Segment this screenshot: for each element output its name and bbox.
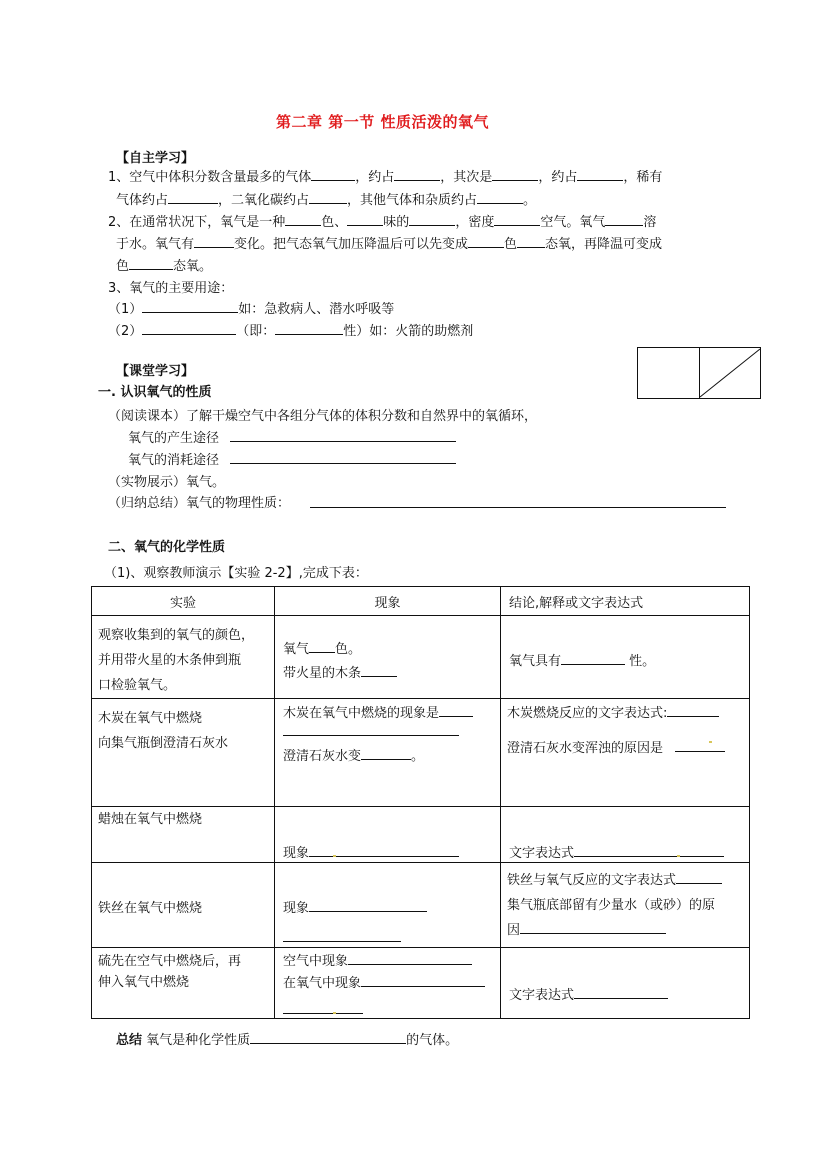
cell-text: 在氧气中现象 <box>283 972 485 991</box>
cell-phenomenon <box>275 616 501 699</box>
question-1-line-1: 1、空气中体积分数含量最多的气体 ，约占 ，其次是 ，约占 ，稀有 <box>108 166 662 185</box>
cell-text: 集气瓶底部留有少量水（或砂）的原 <box>507 898 716 913</box>
oxygen-production-label: 氧气的产生途径 <box>128 431 220 446</box>
summary-line <box>116 1029 458 1048</box>
cell-text: 澄清石灰水变浑浊的原因是 <box>507 737 725 756</box>
table-instruction: （1)、观察教师演示【实验 2-2】,完成下表： <box>104 566 368 581</box>
summary-tail: 的气体。 <box>406 1033 459 1048</box>
cell-text: 空气中现象 <box>283 950 472 969</box>
cell-conclusion <box>501 699 750 807</box>
cell-text: 木炭在氧气中燃烧的现象是 <box>283 702 473 721</box>
cell-phenomenon <box>275 807 501 863</box>
score-box-diagonal <box>700 348 760 398</box>
cell-experiment <box>92 616 275 699</box>
header-phenomenon: 现象 <box>275 587 501 616</box>
cell-text: 铁丝在氧气中燃烧 <box>98 901 203 916</box>
answer-blank[interactable] <box>676 870 722 884</box>
answer-blank[interactable] <box>250 1030 406 1044</box>
scan-mark <box>333 855 336 857</box>
cell-text: 伸入氧气中燃烧 <box>98 975 190 990</box>
cell-conclusion <box>501 863 750 948</box>
question-3-item-1: （1） 如：急救病人、潜水呼吸等 <box>108 298 394 317</box>
scan-mark <box>709 741 712 743</box>
question-1-line-2: 气体约占 ，二氧化碳约占 ，其他气体和杂质约占 。 <box>116 189 536 208</box>
answer-blank[interactable] <box>168 190 218 204</box>
answer-blank[interactable] <box>520 920 666 934</box>
answer-blank[interactable] <box>142 299 238 313</box>
cell-conclusion <box>501 948 750 1019</box>
answer-blank[interactable] <box>361 746 411 760</box>
table-row <box>92 863 750 948</box>
scan-mark <box>677 855 680 857</box>
cell-text: 木炭燃烧反应的文字表达式: <box>507 702 719 721</box>
score-box <box>637 347 761 399</box>
answer-blank[interactable] <box>577 167 623 181</box>
answer-blank[interactable] <box>477 190 523 204</box>
cell-phenomenon <box>275 699 501 807</box>
physical-property-label: （归纳总结）氧气的物理性质： <box>108 496 291 511</box>
answer-blank[interactable] <box>667 703 719 717</box>
answer-blank[interactable] <box>309 898 427 912</box>
question-3-title: 3、氧气的主要用途： <box>108 281 234 296</box>
cell-text: 硫先在空气中燃烧后，再 <box>98 954 242 969</box>
question-2-line-3: 色 态氧。 <box>116 255 212 274</box>
answer-blank[interactable] <box>309 639 335 653</box>
answer-blank[interactable] <box>561 651 625 665</box>
table-row <box>92 699 750 807</box>
answer-blank[interactable] <box>605 212 643 226</box>
cell-text: 现象 <box>283 897 427 916</box>
page-title: 第二章 第一节 性质活泼的氧气 <box>276 113 489 131</box>
answer-line[interactable] <box>230 441 456 442</box>
answer-blank[interactable] <box>492 167 538 181</box>
answer-blank[interactable] <box>574 985 668 999</box>
cell-text: 口检验氧气。 <box>98 678 177 693</box>
cell-conclusion <box>501 616 750 699</box>
answer-line[interactable] <box>230 463 456 464</box>
answer-blank[interactable] <box>347 212 383 226</box>
cell-text: 木炭在氧气中燃烧 <box>98 711 203 726</box>
answer-blank[interactable] <box>517 234 545 248</box>
answer-blank[interactable] <box>348 951 472 965</box>
header-experiment: 实验 <box>92 587 275 616</box>
answer-blank[interactable] <box>439 703 473 717</box>
answer-blank[interactable] <box>309 843 459 857</box>
demonstration-text: （实物展示）氧气。 <box>108 475 226 490</box>
cell-text: 因 <box>507 919 666 938</box>
cell-experiment <box>92 948 275 1019</box>
question-2-line-2: 于水。氧气有 变化。把气态氧气加压降温后可以先变成 色 态氧，再降温可变成 <box>116 233 662 252</box>
answer-line[interactable] <box>283 941 401 942</box>
cell-text: 澄清石灰水变 。 <box>283 745 424 764</box>
cell-text: 观察收集到的氧气的颜色， <box>98 628 255 643</box>
answer-blank[interactable] <box>194 234 234 248</box>
table-header-row <box>92 587 750 616</box>
answer-blank[interactable] <box>494 212 540 226</box>
answer-blank[interactable] <box>361 663 397 677</box>
answer-blank[interactable] <box>574 843 724 857</box>
cell-text: 并用带火星的木条伸到瓶 <box>98 653 242 668</box>
answer-blank[interactable] <box>275 321 343 335</box>
answer-blank[interactable] <box>361 973 485 987</box>
reading-instruction: （阅读课本）了解干燥空气中各组分气体的体积分数和自然界中的氧循环， <box>108 409 538 424</box>
cell-text: 氧气具有 性。 <box>509 650 655 669</box>
answer-blank[interactable] <box>285 212 321 226</box>
header-conclusion: 结论,解释或文字表达式 <box>501 587 750 616</box>
table-row <box>92 948 750 1019</box>
answer-blank[interactable] <box>142 321 236 335</box>
answer-blank[interactable] <box>394 167 440 181</box>
cell-text: 铁丝与氧气反应的文字表达式 <box>507 869 722 888</box>
question-2-line-1: 2、在通常状况下，氧气是一种 色、 味的 ，密度 空气。氧气 溶 <box>108 211 656 230</box>
answer-line[interactable] <box>283 735 459 736</box>
answer-line[interactable] <box>310 507 726 508</box>
answer-blank[interactable] <box>675 738 725 752</box>
self-study-heading: 【自主学习】 <box>116 151 195 166</box>
class-study-heading: 【课堂学习】 <box>116 364 195 379</box>
cell-experiment <box>92 699 275 807</box>
cell-text: 现象 <box>283 842 459 861</box>
answer-blank[interactable] <box>311 167 355 181</box>
cell-text: 蜡烛在氧气中燃烧 <box>98 812 203 827</box>
answer-line[interactable] <box>283 1013 363 1014</box>
part-1-title: 一. 认识氧气的性质 <box>98 385 212 400</box>
table-row <box>92 807 750 863</box>
cell-phenomenon <box>275 863 501 948</box>
oxygen-consumption-label: 氧气的消耗途径 <box>128 453 220 468</box>
answer-blank[interactable] <box>309 190 347 204</box>
cell-experiment <box>92 807 275 863</box>
cell-text: 文字表达式 <box>509 842 724 861</box>
answer-blank[interactable] <box>129 256 173 270</box>
summary-label: 总结 <box>116 1033 143 1048</box>
answer-blank[interactable] <box>468 234 504 248</box>
cell-text: 氧气 色。 <box>283 638 361 657</box>
experiment-table <box>91 586 750 1019</box>
cell-phenomenon <box>275 948 501 1019</box>
cell-text: 文字表达式 <box>509 984 668 1003</box>
cell-experiment <box>92 863 275 948</box>
cell-text: 带火星的木条 <box>283 662 397 681</box>
table-row <box>92 616 750 699</box>
part-2-title: 二、氧气的化学性质 <box>108 540 226 555</box>
cell-text: 向集气瓶倒澄清石灰水 <box>98 736 229 751</box>
scan-mark <box>333 1012 336 1014</box>
answer-blank[interactable] <box>409 212 455 226</box>
cell-conclusion <box>501 807 750 863</box>
summary-text: 氧气是种化学性质 <box>146 1033 251 1048</box>
question-3-item-2: （2） （即： 性）如：火箭的助燃剂 <box>108 320 473 339</box>
